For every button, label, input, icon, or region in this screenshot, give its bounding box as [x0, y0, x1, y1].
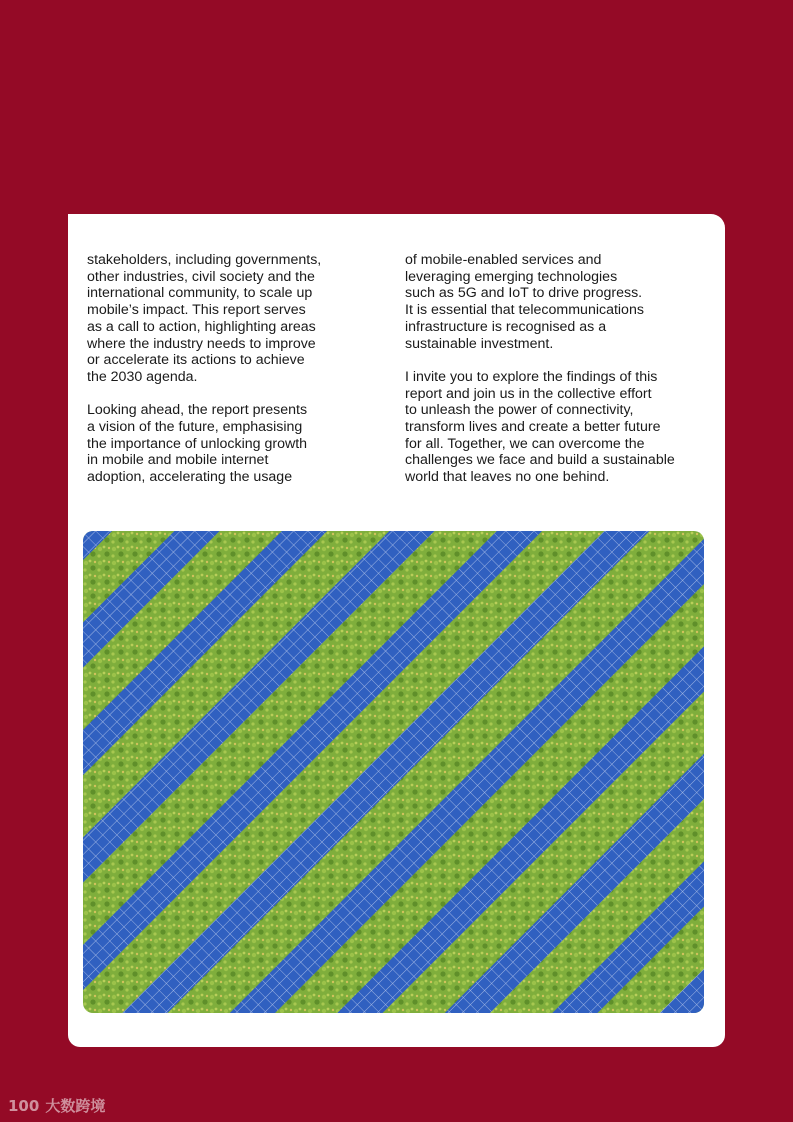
paragraph: I invite you to explore the findings of this report and join us in the collective effort to unleash the power of connectivity, transform lives and create a better future for all. Together, we can overcome the challenges we face and build a sustainable world that leaves no one behind. [405, 368, 675, 486]
paragraph: stakeholders, including governments, other industries, civil society and the international community, to scale up mobile’s impact. This report serves as a call to action, highlighting areas where the industry needs to improve or accelerate its actions to achieve the 2030 agenda. [87, 252, 322, 385]
paragraph: Looking ahead, the report presents a vision of the future, emphasising the importance of unlocking growth in mobile and mobile internet adoption, accelerating the usage [87, 402, 308, 486]
watermark-logo: 100 [8, 1096, 40, 1115]
solar-panels-photo [83, 531, 704, 1013]
watermark-label: 大数跨境 [45, 1097, 106, 1115]
content-card [68, 214, 725, 1047]
text-column-left [87, 252, 382, 486]
text-column-right [405, 252, 710, 486]
paragraph: of mobile-enabled services and leveraging emerging technologies such as 5G and IoT to drive progress. It is essential that telecommunications infrastructure is recognised as a sustainable investment. [405, 252, 644, 352]
watermark [8, 1095, 105, 1116]
